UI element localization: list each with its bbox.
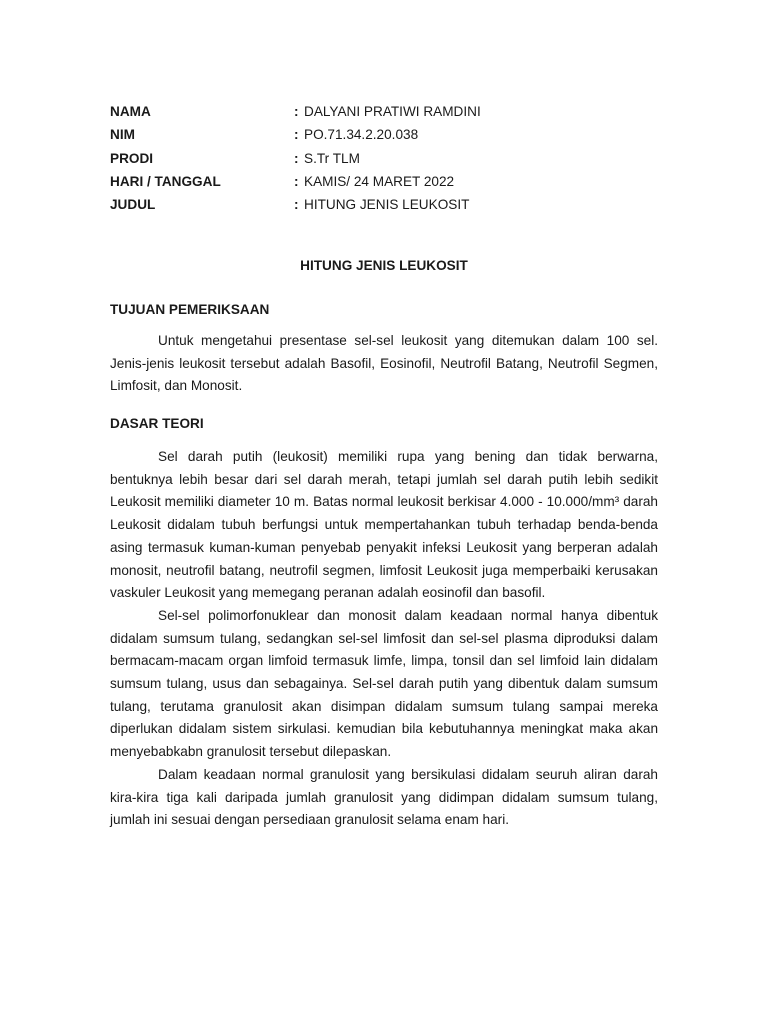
- meta-colon: :: [294, 197, 299, 213]
- meta-row-nama: [110, 100, 658, 123]
- section-body-tujuan: [110, 330, 658, 398]
- meta-value: DALYANI PRATIWI RAMDINI: [304, 104, 481, 119]
- meta-colon: :: [294, 127, 299, 143]
- paragraph: Dalam keadaan normal granulosit yang bersikulasi didalam seuruh aliran darah kira-kira tiga kali daripada jumlah granulosit yang didimpan didalam sumsum tulang, jumlah ini sesuai dengan persediaan granulosit selama enam hari.: [110, 766, 658, 828]
- meta-value: HITUNG JENIS LEUKOSIT: [304, 197, 470, 213]
- paragraph: Sel darah putih (leukosit) memiliki rupa yang bening dan tidak berwarna, bentuknya lebih besar dari sel darah merah, tetapi jumlah sel darah putih lebih sedikit Leukosit memiliki diameter 10 m. Batas normal leukosit berkisar 4.000 - 10.000/mm³ darah Leukosit didalam tubuh berfungsi untuk mempertahankan tubuh terhadap benda-benda asing termasuk kuman-kuman penyebab penyakit infeksi Leukosit yang berperan adalah monosit, neutrofil batang, neutrofil segmen, limfosit Leukosit juga memperbaiki kerusakan vaskuler Leukosit yang memegang peranan adalah eosinofil dan basofil.: [110, 449, 658, 601]
- meta-label: PRODI: [110, 150, 154, 166]
- meta-row-nim: [110, 123, 658, 146]
- meta-colon: :: [294, 150, 299, 166]
- meta-row-judul: [110, 193, 658, 216]
- section-heading-teori: DASAR TEORI: [110, 416, 204, 431]
- meta-label: HARI / TANGGAL: [110, 173, 221, 189]
- meta-row-hari-tanggal: [110, 170, 658, 193]
- identity-block: [110, 100, 658, 216]
- meta-label: JUDUL: [110, 197, 156, 213]
- meta-row-prodi: [110, 147, 658, 170]
- meta-label: NAMA: [110, 104, 151, 119]
- section-body-teori: [110, 446, 658, 832]
- meta-value: S.Tr TLM: [304, 150, 360, 166]
- meta-label: NIM: [110, 127, 135, 143]
- section-heading-tujuan: TUJUAN PEMERIKSAAN: [110, 302, 270, 317]
- meta-value: PO.71.34.2.20.038: [304, 127, 419, 143]
- paragraph: Sel-sel polimorfonuklear dan monosit dalam keadaan normal hanya dibentuk didalam sumsum tulang, sedangkan sel-sel limfosit dan sel-sel plasma diproduksi dalam bermacam-macam organ limfoid termasuk limfe, limpa, tonsil dan sel limfoid lain didalam sumsum tulang, usus dan sebagainya. Sel-sel darah putih yang dibentuk dalam sumsum tulang, terutama granulosit akan disimpan didalam sumsum tulang sampai mereka diperlukan didalam sistem sirkulasi. kemudian bila kebutuhannya meningkat maka akan menyebabkabn granulosit tersebut dilepaskan.: [110, 607, 658, 760]
- meta-colon: :: [294, 173, 299, 189]
- document-title: HITUNG JENIS LEUKOSIT: [300, 258, 468, 273]
- paragraph: Untuk mengetahui presentase sel-sel leukosit yang ditemukan dalam 100 sel. Jenis-jenis leukosit tersebut adalah Basofil, Eosinofil, Neutrofil Batang, Neutrofil Segmen, Limfosit, dan Monosit.: [110, 333, 658, 394]
- meta-colon: :: [294, 104, 299, 119]
- meta-value: KAMIS/ 24 MARET 2022: [304, 173, 455, 189]
